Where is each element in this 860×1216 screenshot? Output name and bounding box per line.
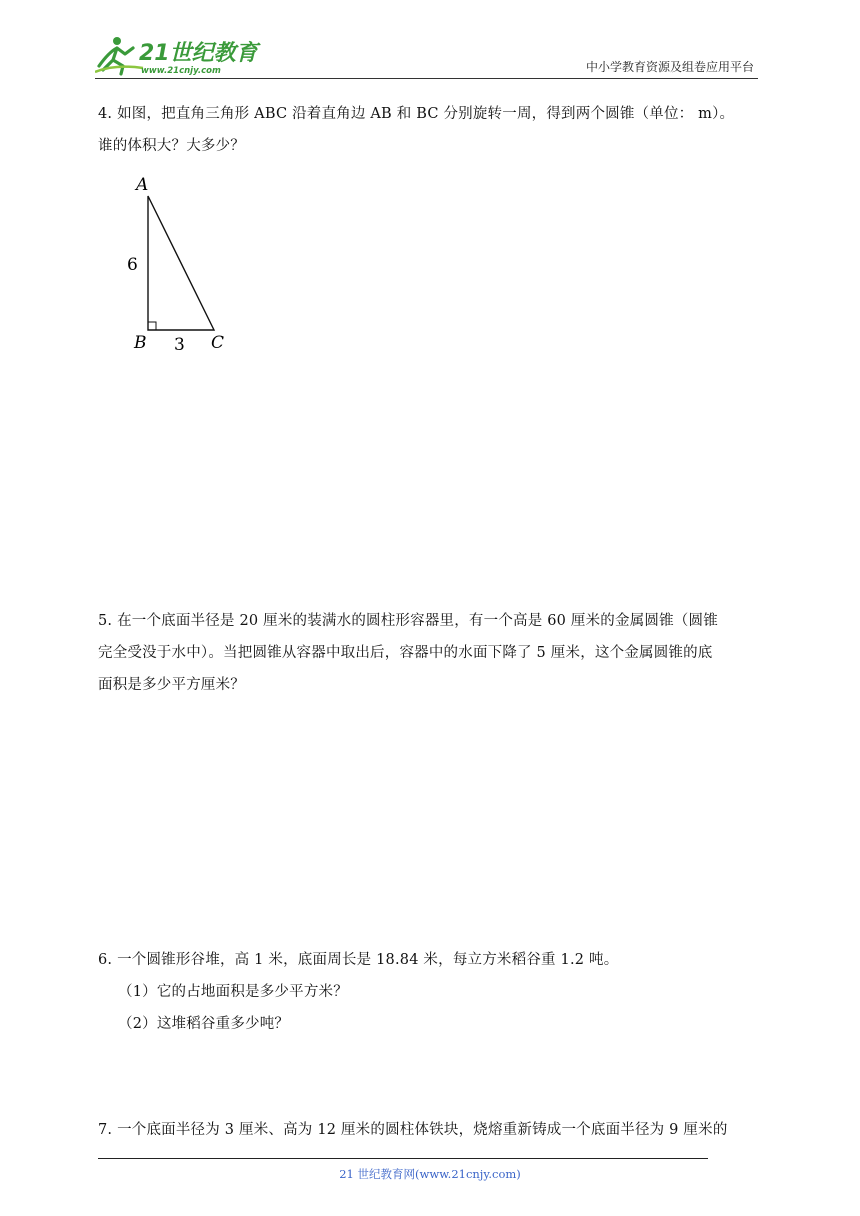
side-ab-label: 6	[127, 255, 138, 275]
page-header	[95, 30, 758, 79]
question-line: 面积是多少平方厘米？	[98, 677, 245, 693]
triangle-abc	[148, 196, 214, 330]
question-7	[98, 1114, 762, 1146]
question-line: 5. 在一个底面半径是 20 厘米的装满水的圆柱形容器里，有一个高是 60 厘米的金属圆锥（圆锥	[98, 613, 718, 629]
vertex-c-label: C	[211, 333, 225, 353]
question-line: 完全受没于水中）。当把圆锥从容器中取出后，容器中的水面下降了 5 厘米，这个金属圆锥的底	[98, 645, 713, 661]
vertex-a-label: A	[136, 175, 149, 195]
footer-link[interactable]: 21 世纪教育网(www.21cnjy.com)	[339, 1167, 521, 1181]
platform-title: 中小学教育资源及组卷应用平台	[585, 60, 754, 74]
logo-url: www.21cnjy.com	[141, 66, 221, 76]
side-bc-label: 3	[174, 335, 185, 355]
question-number: 5.	[98, 613, 113, 629]
site-logo	[95, 34, 265, 76]
vertex-b-label: B	[134, 333, 147, 353]
question-line: 6. 一个圆锥形谷堆，高 1 米，底面周长是 18.84 米，每立方米稻谷重 1.2 吨。	[98, 952, 619, 968]
question-line: 4. 如图，把直角三角形 ABC 沿着直角边 AB 和 BC 分别旋转一周，得到两个圆锥（单位： m）。	[98, 106, 735, 122]
logo-wordmark: 21世纪教育	[139, 41, 258, 66]
question-line: 7. 一个底面半径为 3 厘米、高为 12 厘米的圆柱体铁块，烧熔重新铸成一个底面半径为 9 厘米的	[98, 1122, 728, 1138]
sub-question-2: （2）这堆稻谷重多少吨？	[118, 1016, 290, 1032]
triangle-figure	[118, 168, 248, 358]
question-4	[98, 98, 762, 162]
question-number: 6.	[98, 952, 113, 968]
footer-divider	[98, 1158, 708, 1159]
sub-question-1: （1）它的占地面积是多少平方米？	[118, 984, 348, 1000]
question-5	[98, 605, 762, 701]
question-number: 7.	[98, 1122, 113, 1138]
question-6	[98, 944, 762, 1040]
question-number: 4.	[98, 106, 113, 122]
question-line: 谁的体积大？大多少？	[98, 138, 245, 154]
right-angle-mark	[148, 322, 156, 330]
runner-icon	[95, 37, 143, 74]
